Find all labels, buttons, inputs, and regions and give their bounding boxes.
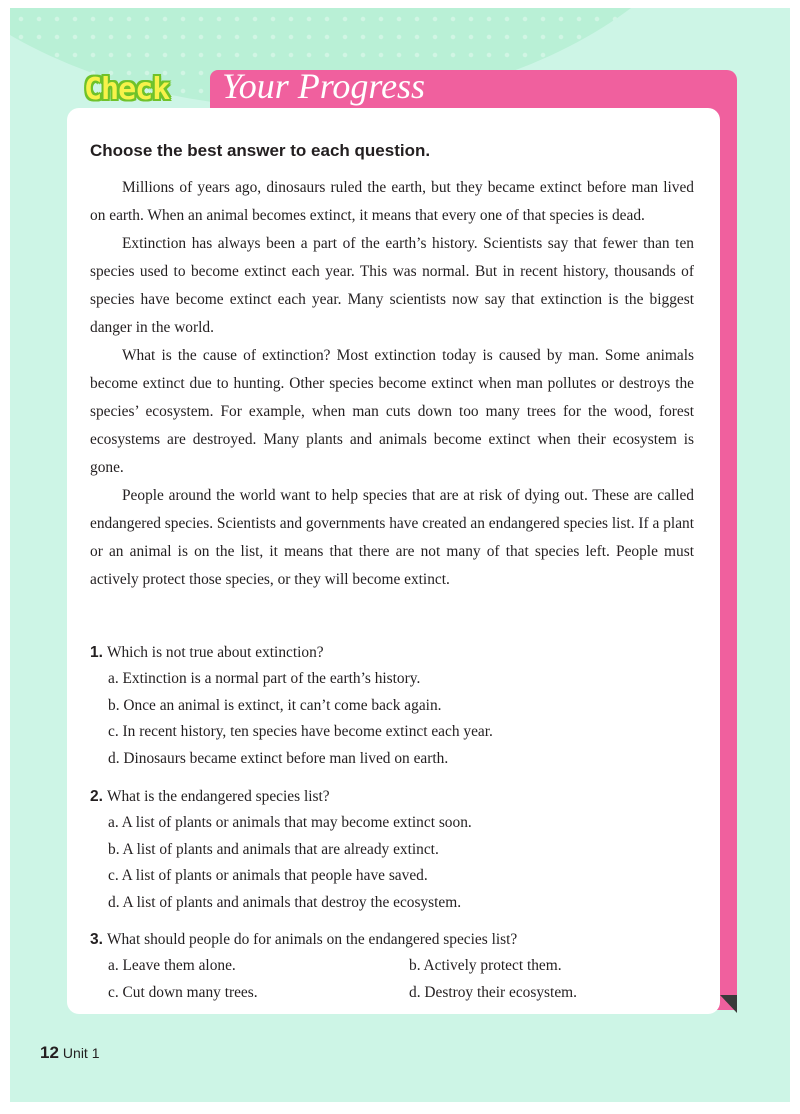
check-label: Check xyxy=(84,72,170,107)
question-2 xyxy=(90,784,710,916)
passage-paragraph: What is the cause of extinction? Most extinction today is caused by man. Some animals become extinct due to hunting. Other species become extinct when man pollutes or destroys the species’ ecosystem. For example, when man cuts down too many trees for the wood, forest ecosystems are destroyed. Many plants and animals become extinct when their ecosystem is gone. xyxy=(90,347,694,476)
answer-option-a: a. Leave them alone. xyxy=(108,957,236,974)
passage-paragraph: People around the world want to help species that are at risk of dying out. These are called endangered species. Scientists and governments have created an endangered species list. If a plant or an animal is on the list, it means that there are not many of that species left. People must actively protect those species, or they will become extinct. xyxy=(90,487,694,588)
answer-option-b: b. Actively protect them. xyxy=(409,957,562,974)
answer-option-b: b. Once an animal is extinct, it can’t come back again. xyxy=(108,696,442,714)
answer-option-d: d. Dinosaurs became extinct before man lived on earth. xyxy=(108,749,449,767)
page-number: 12 xyxy=(40,1043,59,1062)
instruction-heading: Choose the best answer to each question. xyxy=(90,141,431,160)
panel-shadow xyxy=(720,995,737,1013)
answer-option-d: d. A list of plants and animals that destroy the ecosystem. xyxy=(108,893,462,911)
unit-label: Unit 1 xyxy=(62,1045,100,1061)
answer-option-a: a. Extinction is a normal part of the earth’s history. xyxy=(108,670,421,687)
reading-passage xyxy=(90,174,694,594)
question-number: 1. xyxy=(90,644,103,661)
question-1 xyxy=(90,640,710,772)
answer-option-c: c. A list of plants or animals that people have saved. xyxy=(108,867,428,884)
answer-option-d: d. Destroy their ecosystem. xyxy=(409,983,577,1001)
question-number: 2. xyxy=(90,788,103,805)
page-title: Your Progress xyxy=(222,66,426,106)
question-text: Which is not true about extinction? xyxy=(106,644,324,661)
question-number: 3. xyxy=(90,931,103,948)
passage-paragraph: Extinction has always been a part of the earth’s history. Scientists say that fewer than ten species used to become extinct each year. This was normal. But in recent history, thousands of species have become extinct each year. Many scientists now say that extinction is the biggest danger in the world. xyxy=(90,235,694,336)
answer-option-b: b. A list of plants and animals that are already extinct. xyxy=(108,840,439,858)
question-text: What should people do for animals on the endangered species list? xyxy=(106,931,518,948)
question-3 xyxy=(90,927,710,1006)
page-footer xyxy=(40,1043,100,1063)
question-text: What is the endangered species list? xyxy=(106,788,330,805)
answer-option-c: c. In recent history, ten species have become extinct each year. xyxy=(108,723,493,740)
passage-paragraph: Millions of years ago, dinosaurs ruled the earth, but they became extinct before man lived on earth. When an animal becomes extinct, it means that every one of that species is dead. xyxy=(90,179,694,224)
answer-option-c: c. Cut down many trees. xyxy=(108,983,258,1001)
answer-option-a: a. A list of plants or animals that may become extinct soon. xyxy=(108,814,472,831)
